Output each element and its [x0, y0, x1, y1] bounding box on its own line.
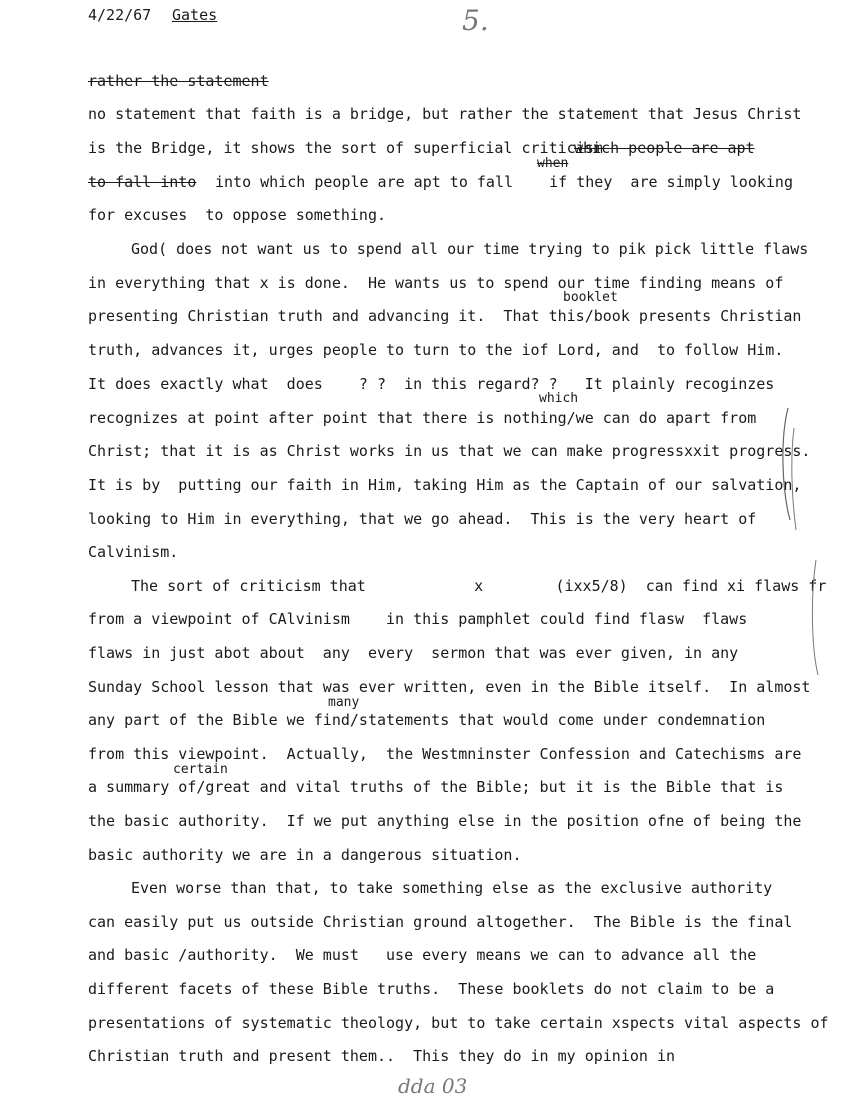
text-line-14: Calvinism. [88, 543, 179, 561]
margin-bracket-upper-inner [792, 428, 796, 530]
margin-bracket-lower [812, 560, 818, 675]
interlinear-certain: certain [173, 762, 228, 777]
text-line-13: looking to Him in everything, that we go ahead. This is the very heart of [88, 510, 757, 528]
interlinear-many: many [328, 695, 360, 710]
interlinear-which: which [539, 391, 579, 406]
text-line-23: basic authority we are in a dangerous situation. [88, 846, 522, 864]
struck-heading: rather the statement [88, 72, 269, 90]
text-line-28: presentations of systematic theology, but to take certain xspects vital aspects of [88, 1014, 829, 1032]
text-line-22: the basic authority. If we put anything else in the position ofne of being the [88, 812, 802, 830]
footer-handwritten-mark: dda 03 [398, 1074, 468, 1098]
text-line-29: Christian truth and present them.. This they do in my opinion in [88, 1047, 675, 1065]
text-line-9: It does exactly what does ? ? in this regard? ? It plainly recoginzes [88, 375, 775, 393]
struck-phrase-1: which people are apt [574, 139, 755, 157]
header-name: Gates [172, 6, 218, 24]
text-line-15: The sort of criticism that x (ixx5/8) can find xi flaws fr [131, 577, 827, 595]
text-line-27: different facets of these Bible truths. These booklets do not claim to be a [88, 980, 775, 998]
text-line-17: flaws in just abot about any every sermon that was ever given, in any [88, 644, 739, 662]
text-line-5: God( does not want us to spend all our time trying to pik pick little flaws [131, 240, 809, 258]
text-line-7: presenting Christian truth and advancing it. That this/book presents Christian [88, 307, 802, 325]
text-line-11: Christ; that it is as Christ works in us that we can make progressxxit progress. [88, 442, 811, 460]
text-line-26: and basic /authority. We must use every means we can to advance all the [88, 946, 757, 964]
text-line-8: truth, advances it, urges people to turn to the iof Lord, and to follow Him. [88, 341, 784, 359]
margin-bracket-upper [783, 408, 790, 520]
text-line-21: a summary of/great and vital truths of the Bible; but it is the Bible that is [88, 778, 784, 796]
header-date: 4/22/67 [88, 6, 152, 24]
text-line-10: recognizes at point after point that there is nothing/we can do apart from [88, 409, 757, 427]
text-line-12: It is by putting our faith in Him, taking Him as the Captain of our salvation, [88, 476, 802, 494]
text-line-3: into which people are apt to fall if they are simply looking [215, 173, 793, 191]
text-line-19: any part of the Bible we find/statements that would come under condemnation [88, 711, 766, 729]
margin-bracket-marks [770, 400, 830, 700]
text-line-24: Even worse than that, to take something else as the exclusive authority [131, 879, 773, 897]
text-line-1: no statement that faith is a bridge, but rather the statement that Jesus Christ [88, 105, 802, 123]
text-line-4: for excuses to oppose something. [88, 206, 387, 224]
interlinear-booklet: booklet [563, 290, 618, 305]
text-line-6: in everything that x is done. He wants us to spend our time finding means of [88, 274, 784, 292]
text-line-25: can easily put us outside Christian ground altogether. The Bible is the final [88, 913, 793, 931]
text-line-18: Sunday School lesson that was ever written, even in the Bible itself. In almost [88, 678, 811, 696]
page-number-mark: 5. [462, 4, 489, 37]
text-line-2: is the Bridge, it shows the sort of superficial criticism [88, 139, 603, 157]
text-line-20: from this viewpoint. Actually, the Westmninster Confession and Catechisms are [88, 745, 802, 763]
interlinear-when: when [537, 156, 569, 171]
text-line-16: from a viewpoint of CAlvinism in this pamphlet could find flasw flaws [88, 610, 748, 628]
struck-phrase-2: to fall into [88, 173, 197, 191]
